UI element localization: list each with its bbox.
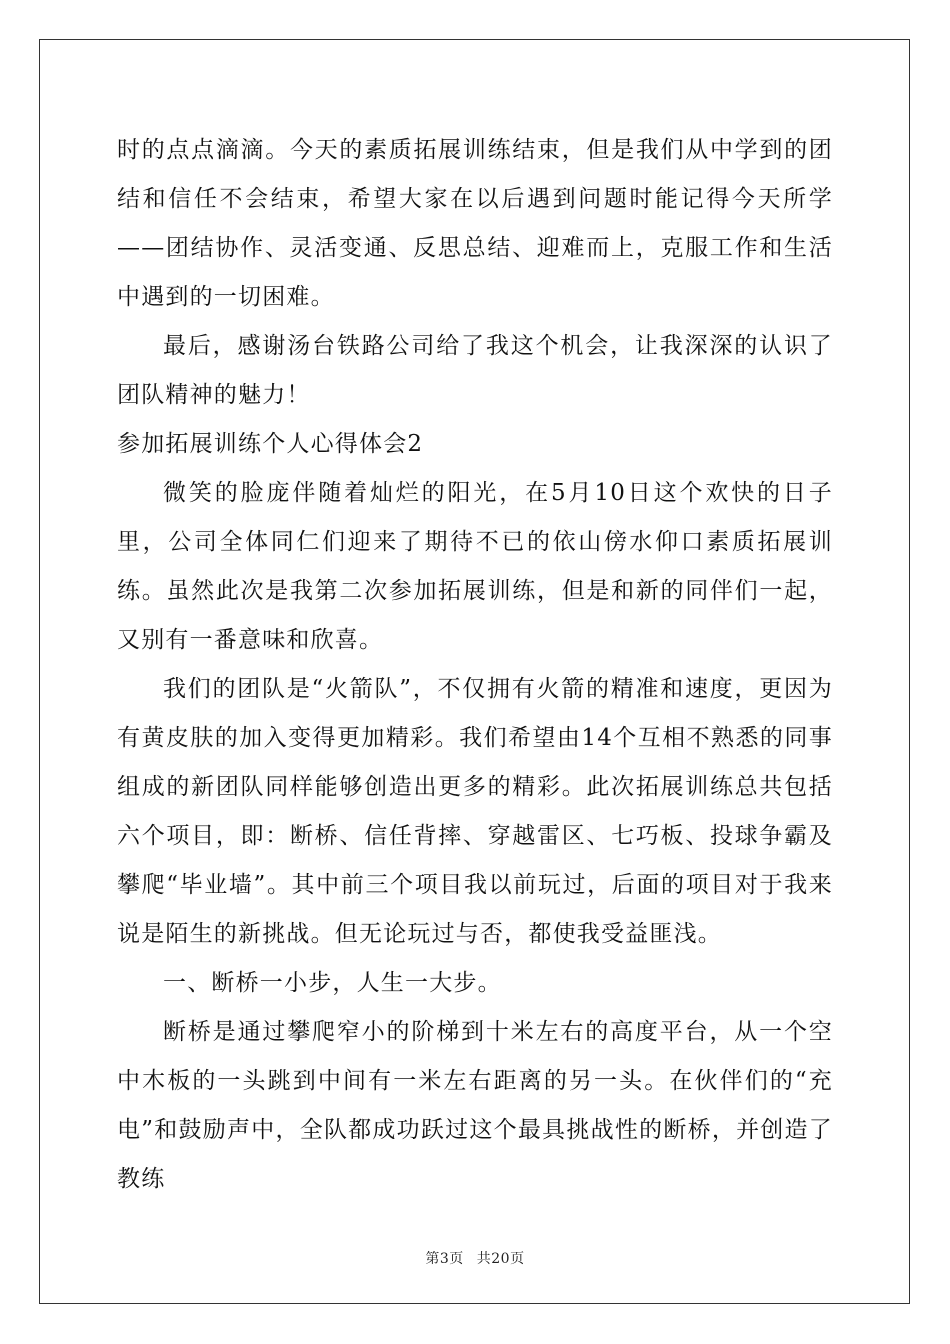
section-heading: 参加拓展训练个人心得体会2	[117, 431, 424, 457]
page-number: 第3页	[425, 1251, 464, 1267]
subsection-heading: 一、断桥一小步，人生一大步。	[163, 970, 502, 996]
page-footer	[0, 1248, 950, 1268]
paragraph: 时的点点滴滴。今天的素质拓展训练结束，但是我们从中学到的团结和信任不会结束，希望大家在以后遇到问题时能记得今天所学——团结协作、灵活变通、反思总结、迎难而上，克服工作和生活中遇到的一切困难。	[117, 137, 833, 310]
paragraph: 我们的团队是“火箭队”，不仅拥有火箭的精准和速度，更因为有黄皮肤的加入变得更加精彩。我们希望由14个互相不熟悉的同事组成的新团队同样能够创造出更多的精彩。此次拓展训练总共包括六个项目，即：断桥、信任背摔、穿越雷区、七巧板、投球争霸及攀爬“毕业墙”。其中前三个项目我以前玩过，后面的项目对于我来说是陌生的新挑战。但无论玩过与否，都使我受益匪浅。	[117, 676, 833, 947]
document-body	[117, 126, 833, 1204]
paragraph: 断桥是通过攀爬窄小的阶梯到十米左右的高度平台，从一个空中木板的一头跳到中间有一米左右距离的另一头。在伙伴们的“充电”和鼓励声中，全队都成功跃过这个最具挑战性的断桥，并创造了教练	[117, 1019, 833, 1192]
page-total: 共20页	[476, 1251, 525, 1267]
paragraph: 微笑的脸庞伴随着灿烂的阳光，在5月10日这个欢快的日子里，公司全体同仁们迎来了期待不已的依山傍水仰口素质拓展训练。虽然此次是我第二次参加拓展训练，但是和新的同伴们一起，又别有一番意味和欣喜。	[117, 480, 833, 653]
paragraph: 最后，感谢汤台铁路公司给了我这个机会，让我深深的认识了团队精神的魅力！	[117, 333, 833, 408]
